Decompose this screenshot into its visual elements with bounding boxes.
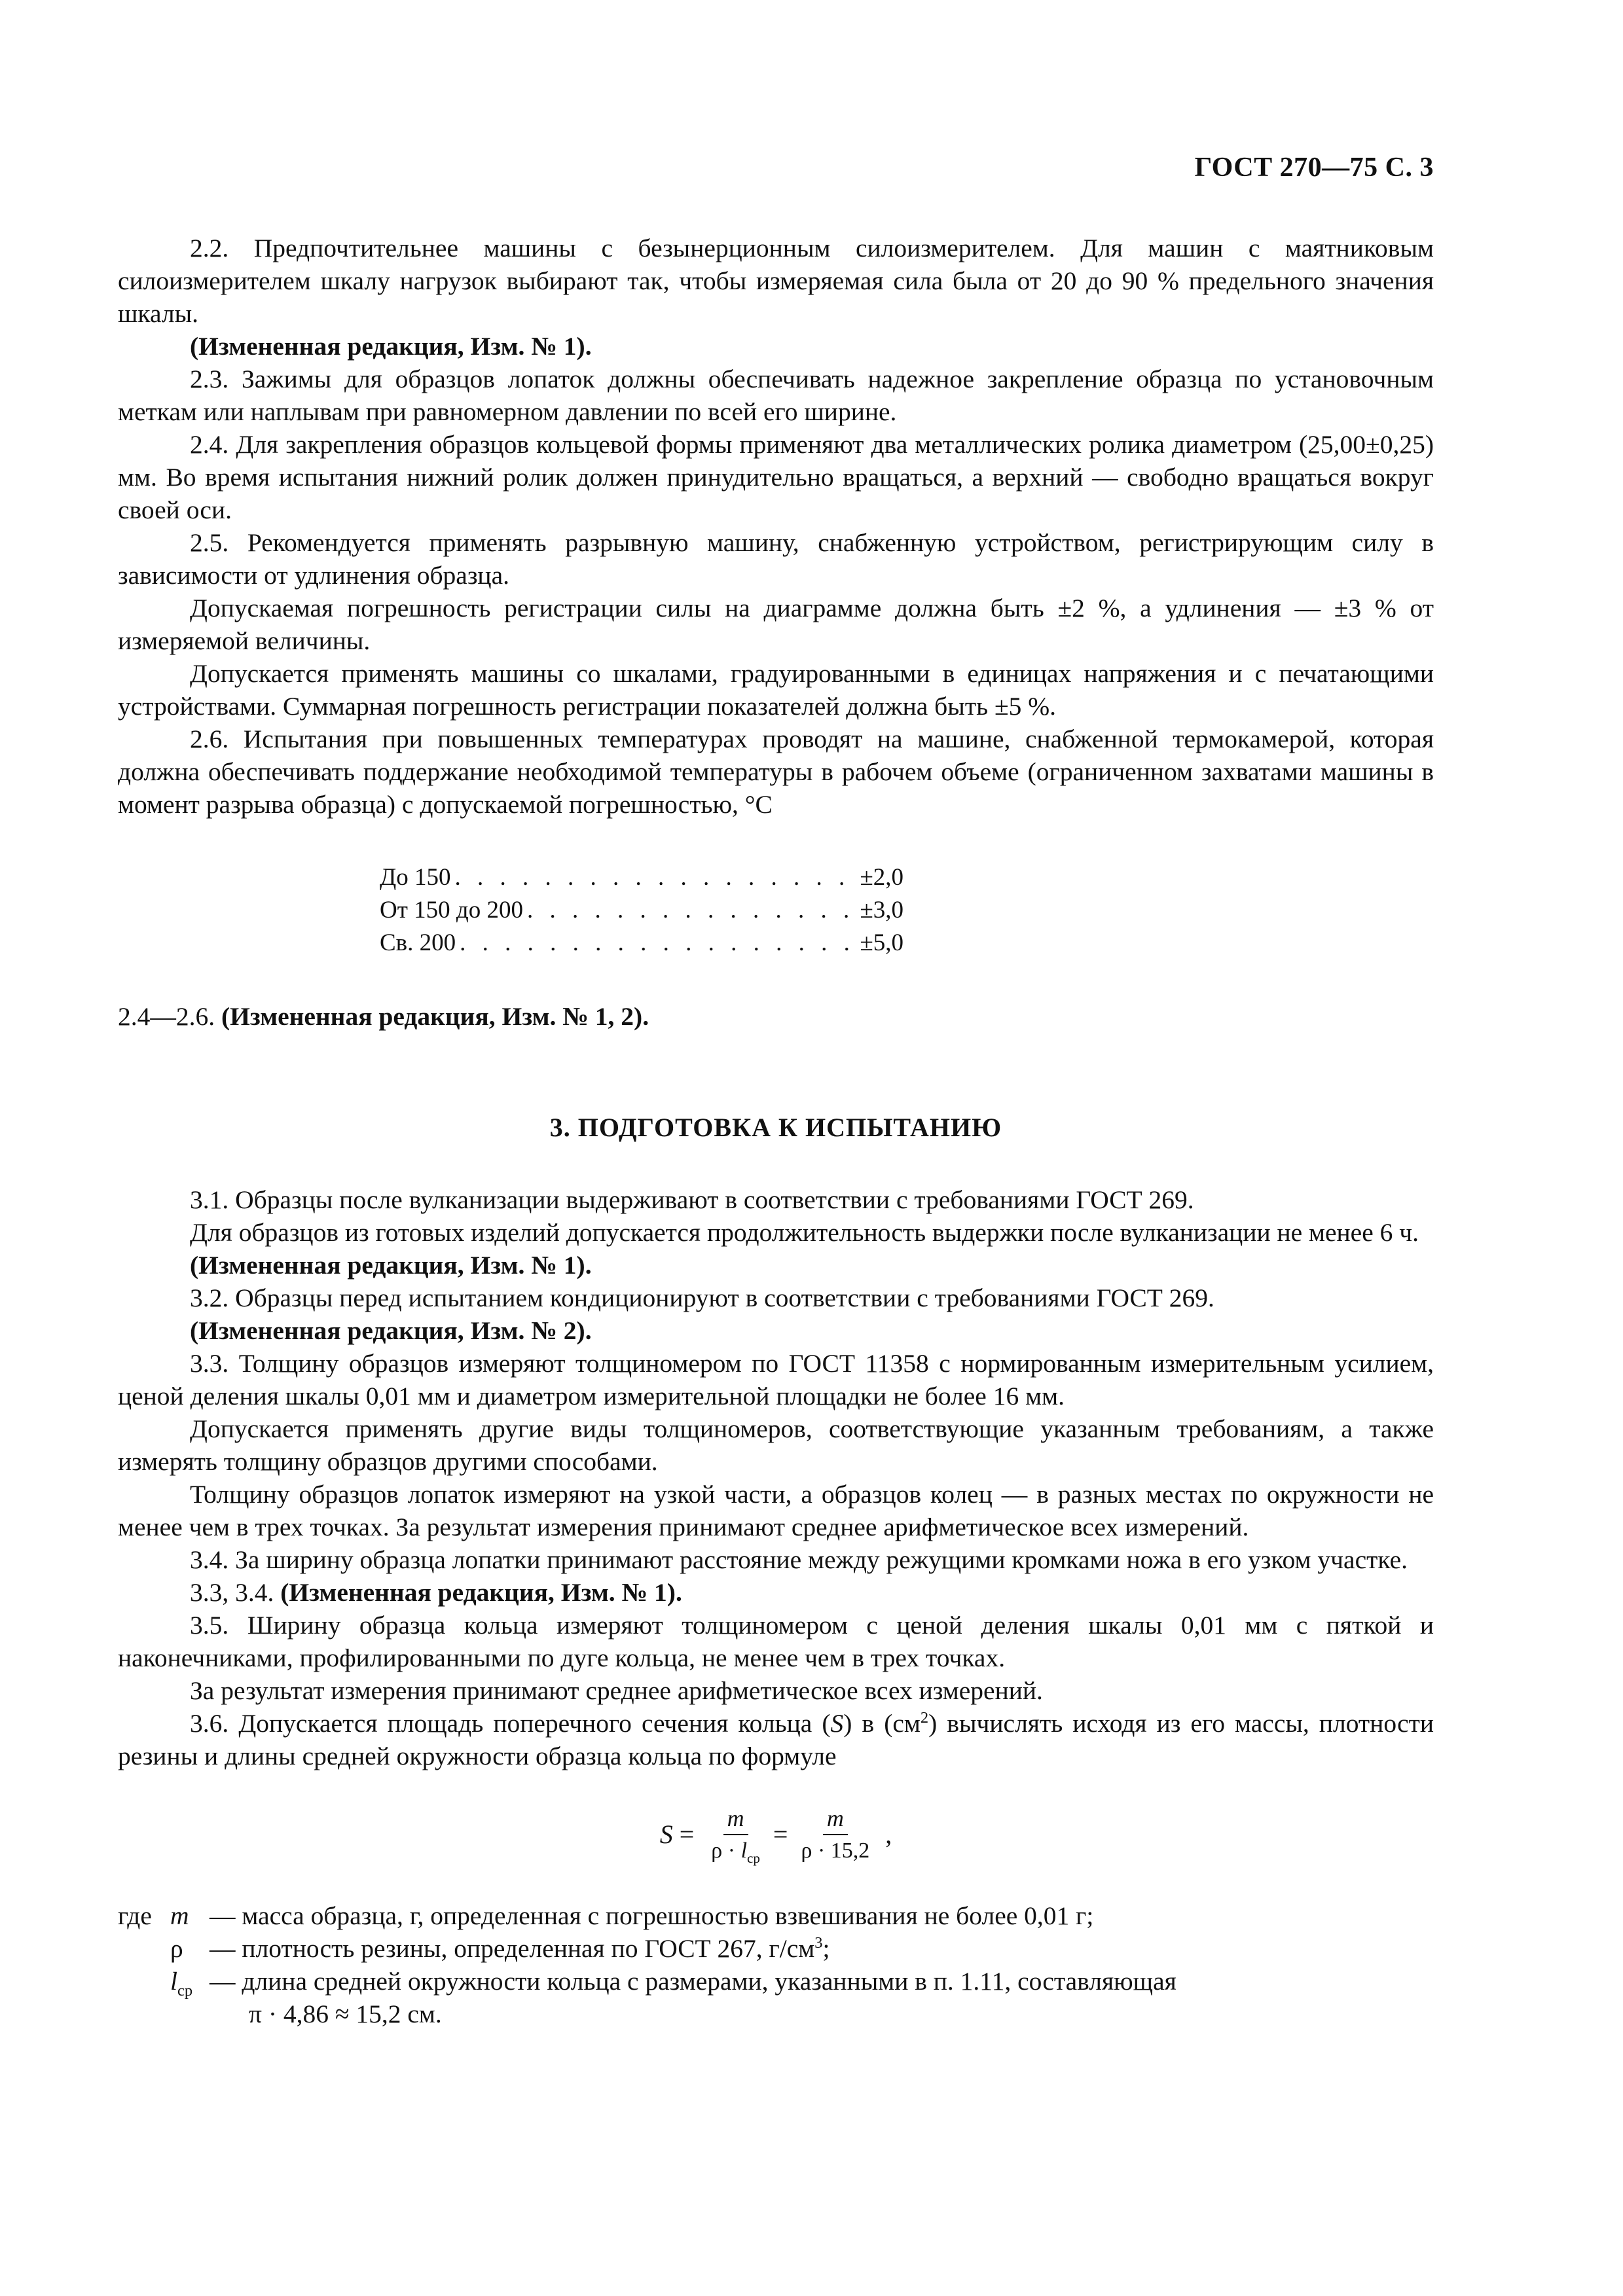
amendment-note: (Измененная редакция, Изм. № 1). [190, 332, 592, 361]
tolerance-value: ±2,0 [860, 864, 903, 891]
dot-leader [460, 927, 856, 960]
symbol-s: S [830, 1709, 844, 1738]
temperature-tolerance-table [380, 861, 903, 960]
tolerance-row [380, 894, 903, 927]
page-header: ГОСТ 270—75 С. 3 [1194, 152, 1434, 183]
definition-m [118, 1899, 1434, 1932]
formula-equals: = [679, 1820, 695, 1849]
symbol-m: m [170, 1901, 189, 1930]
paragraph-2-5: 2.5. Рекомендуется применять разрывную машину, снабженную устройством, регистрирующим силу в зависимости от удлинения образца. [118, 528, 1434, 590]
paragraph-2-5-tolerance: Допускаемая погрешность регистрации силы на диаграмме должна быть ±2 %, а удлинения — ±3 % от измеряемой величины. [118, 594, 1434, 655]
paragraph-2-4: 2.4. Для закрепления образцов кольцевой формы применяют два металлических ролика диаметром (25,00±0,25) мм. Во время испытания нижний ролик должен принудительно вращаться, а верхний — свободно вращаться вокруг своей оси. [118, 430, 1434, 524]
paragraph-3-4: 3.4. За ширину образца лопатки принимают расстояние между режущими кромками ножа в его узком участке. [190, 1545, 1408, 1574]
fraction-numerator: m [723, 1804, 748, 1835]
tolerance-row [380, 927, 903, 960]
paragraph-2-2: 2.2. Предпочтительнее машины с безынерционным силоизмерителем. Для машин с маятниковым силоизмерителем шкалу нагрузок выбирают так, чтобы измеряемая сила была от 20 до 90 % предельного значения шкалы. [118, 234, 1434, 328]
definition-l-continuation: π · 4,86 ≈ 15,2 см. [249, 2000, 442, 2028]
definition-rho [118, 1932, 1434, 1965]
paragraph-3-1: 3.1. Образцы после вулканизации выдерживают в соответствии с требованиями ГОСТ 269. [190, 1185, 1194, 1214]
paragraph-3-5-result: За результат измерения принимают среднее арифметическое всех измерений. [190, 1676, 1043, 1705]
dot-leader [527, 894, 856, 927]
paragraph-2-3: 2.3. Зажимы для образцов лопаток должны обеспечивать надежное закрепление образца по установочным меткам или наплывам при равномерном давлении по всей его ширине. [118, 365, 1434, 426]
tolerance-range: Св. 200 [380, 929, 456, 956]
section-3-heading: 3. ПОДГОТОВКА К ИСПЫТАНИЮ [549, 1113, 1002, 1142]
amendment-prefix: 3.3, 3.4. [190, 1578, 274, 1607]
formula-fraction-2 [797, 1804, 873, 1865]
definition-l [118, 1965, 1434, 1998]
amendment-range-prefix: 2.4—2.6. [118, 1002, 215, 1031]
amendment-3-3-3-4 [118, 1576, 1434, 1609]
tolerance-value: ±5,0 [860, 929, 903, 956]
dot-leader [455, 861, 856, 894]
amendment-range-text: (Измененная редакция, Изм. № 1, 2). [221, 1002, 649, 1031]
amendment-text: (Измененная редакция, Изм. № 1). [280, 1578, 682, 1607]
formula-lhs: S [659, 1820, 673, 1849]
where-label: где [118, 1901, 152, 1930]
formula-comma: , [885, 1820, 892, 1849]
paragraph-3-3-other: Допускается применять другие виды толщиномеров, соответствующие указанным требованиям, а также измерять толщину образцов другими способами. [118, 1414, 1434, 1476]
formula-equals-2: = [773, 1820, 788, 1849]
amendment-note: (Измененная редакция, Изм. № 2). [190, 1316, 592, 1345]
paragraph-3-1-finished: Для образцов из готовых изделий допускается продолжительность выдержки после вулканизации не менее 6 ч. [190, 1218, 1419, 1247]
paragraph-2-5-scales: Допускается применять машины со шкалами, градуированными в единицах напряжения и с печатающими устройствами. Суммарная погрешность регистрации показателей должна быть ±5 %. [118, 659, 1434, 721]
tolerance-range: От 150 до 200 [380, 897, 523, 924]
symbol-rho: ρ [170, 1934, 183, 1963]
amendment-note: (Измененная редакция, Изм. № 1). [190, 1251, 592, 1280]
amendment-range-note [118, 1000, 1434, 1033]
tolerance-row [380, 861, 903, 894]
tolerance-value: ±3,0 [860, 897, 903, 924]
tolerance-range: До 150 [380, 864, 451, 891]
definition-text: — плотность резины, определенная по ГОСТ 267, $г/см^3$; [210, 1933, 830, 1963]
formula-definitions [118, 1899, 1434, 2030]
definition-text: — длина средней окружности кольца с размерами, указанными в п. 1.11, составляющая [210, 1967, 1176, 1996]
paragraph-3-5: 3.5. Ширину образца кольца измеряют толщиномером с ценой деления шкалы 0,01 мм с пяткой и наконечниками, профилированными по дуге кольца, не менее чем в трех точках. [118, 1611, 1434, 1672]
fraction-numerator: m [823, 1804, 848, 1835]
paragraph-3-3: 3.3. Толщину образцов измеряют толщиномером по ГОСТ 11358 с нормированным измерительным усилием, ценой деления шкалы 0,01 мм и диаметром измерительной площадки не более 16 мм. [118, 1349, 1434, 1410]
document-body [118, 232, 1434, 2030]
definition-text: — масса образца, г, определенная с погрешностью взвешивания не более 0,01 г; [210, 1901, 1094, 1930]
paragraph-3-6: 3.6. Допускается площадь поперечного сечения кольца (S) в $(см^2)$ вычислять исходя из его массы, плотности резины и длины средней окружности образца кольца по формуле [118, 1708, 1434, 1770]
paragraph-3-3-measure: Толщину образцов лопаток измеряют на узкой части, а образцов колец — в разных местах по окружности не менее чем в трех точках. За результат измерения принимают среднее арифметическое всех измерений. [118, 1480, 1434, 1541]
area-formula [118, 1804, 1434, 1865]
paragraph-3-2: 3.2. Образцы перед испытанием кондиционируют в соответствии с требованиями ГОСТ 269. [190, 1283, 1214, 1312]
paragraph-2-6: 2.6. Испытания при повышенных температурах проводят на машине, снабженной термокамерой, которая должна обеспечивать поддержание необходимой температуры в рабочем объеме (ограниченном захватами машины в момент разрыва образца) с допускаемой погрешностью, °С [118, 725, 1434, 819]
formula-fraction-1 [707, 1804, 764, 1865]
fraction-denominator: ρ · 15,2 [801, 1839, 870, 1863]
document-page [118, 0, 1434, 2296]
fraction-denominator: $\rho \cdot l_{ср}$ [711, 1839, 760, 1866]
symbol-l: $l_{ср}$ [170, 1967, 193, 2000]
